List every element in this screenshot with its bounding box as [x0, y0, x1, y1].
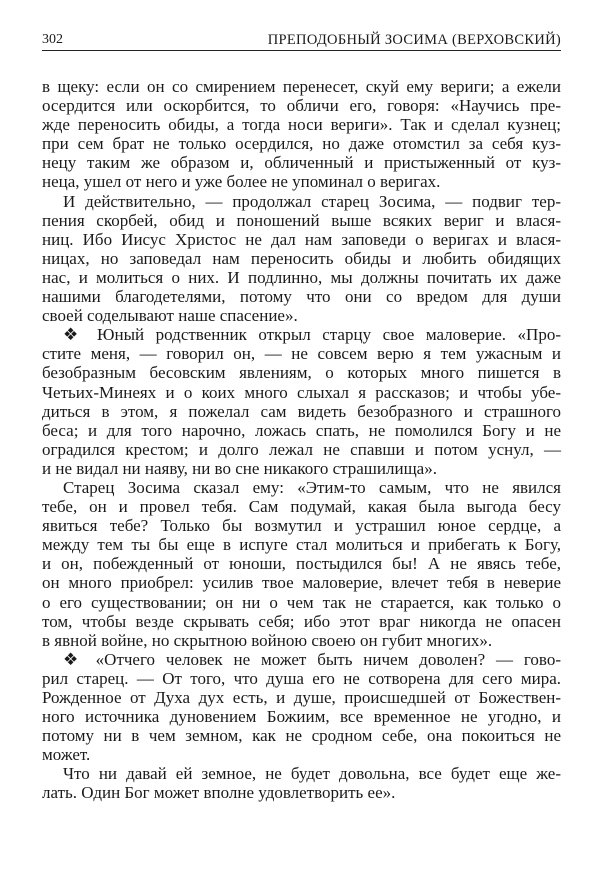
text-line: диться в этом, я пожелал сам видеть безобразного и страшного — [42, 401, 561, 421]
text-line: он много приобрел: усилив твое маловерие, влечет тебя в неверие — [42, 573, 561, 593]
text-line: том, чтобы везде скрывать себя; ибо этот враг никогда не опасен — [42, 611, 561, 631]
text-line: ного источника дуновением Божиим, все временное не угодно, и — [42, 707, 561, 727]
text-line: может. — [42, 745, 91, 765]
text-line: неца, ушел от него и уже более не упоминал о веригах. — [42, 172, 441, 192]
text-line: и не видал ни наяву, ни во сне никакого страшилища». — [42, 458, 437, 478]
text-line: И действительно, — продолжал старец Зосима, — подвиг тер- — [63, 191, 561, 211]
paragraph — [42, 650, 561, 765]
running-header — [42, 30, 561, 51]
text-line: и он, побежденный от юноши, постыдился бы! А не явясь тебе, — [42, 554, 561, 574]
text-line: безобразным бесовским явлениям, о которых много пишется в — [42, 363, 561, 383]
text-line: нас, и молиться о них. И подлинно, мы должны почитать их даже — [42, 267, 561, 287]
paragraph — [42, 192, 561, 326]
text-line: жде переносить обиды, а тогда носи вериги». Так и сделал кузнец; — [42, 115, 561, 135]
paragraph — [42, 325, 561, 478]
text-line: ницах, но заповедал нам переносить обиды и любить обидящих — [42, 248, 561, 268]
text-line: в щеку: если он со смирением перенесет, скуй ему вериги; а ежели — [42, 77, 561, 96]
text-line: оградился крестом; и долго лежал не спавши и потом уснул, — — [42, 439, 561, 459]
text-line: нашими благодетелями, потому что они со вредом для души — [42, 287, 561, 307]
text-line: ❖ «Отчего человек не может быть ничем доволен? — гово- — [63, 649, 561, 669]
paragraph — [42, 478, 561, 650]
text-line: Что ни давай ей земное, не будет довольна, все будет еще же- — [63, 764, 561, 784]
text-line: беса; и для того нарочно, ложась спать, не помолился Богу и не — [42, 420, 561, 440]
running-title: ПРЕПОДОБНЫЙ ЗОСИМА (ВЕРХОВСКИЙ) — [267, 32, 561, 48]
text-line: о его существовании; он ни о чем так не старается, как только о — [42, 592, 561, 612]
text-line: потому ни в чем земном, как не сродном себе, она покоиться не — [42, 726, 561, 746]
text-line: нецу таким же образом и, обличенный и пристыженный от куз- — [42, 153, 561, 173]
text-line: в явной войне, но скрытною войною своею он губит многих». — [42, 630, 493, 650]
text-line: Старец Зосима сказал ему: «Этим-то самым, что не явился — [63, 477, 561, 497]
text-line: рил старец. — От того, что душа его не сотворена для сего мира. — [42, 668, 561, 688]
text-line: при сем брат не только осердился, но даже отомстил за себя куз- — [42, 134, 561, 154]
text-line: пения скорбей, обид и поношений выше всяких вериг и влася- — [42, 210, 561, 230]
paragraph — [42, 764, 561, 802]
text-line: явиться тебе? Только бы возмутил и устрашил юное сердце, а — [42, 516, 561, 536]
text-line: ❖ Юный родственник открыл старцу свое маловерие. «Про- — [63, 325, 561, 345]
text-line: Рожденное от Духа дух есть, и душе, происшедшей от Божествен- — [42, 688, 561, 707]
page-body-text — [42, 77, 561, 803]
paragraph — [42, 77, 561, 192]
text-line: между тем ты бы еще в испуге стал молиться и прибегать к Богу, — [42, 535, 561, 555]
text-line: ниц. Ибо Иисус Христос не дал нам заповеди о веригах и влася- — [42, 229, 561, 249]
text-line: своей соделывают наше спасение». — [42, 306, 298, 326]
text-line: осердится или оскорбится, то обличи его, говоря: «Научись пре- — [42, 96, 561, 116]
text-line: стите меня, — говорил он, — не совсем верю я тем ужасным и — [42, 344, 561, 364]
page-number: 302 — [42, 32, 63, 47]
text-line: Четьих-Минеях и о коих много слыхал я рассказов; и чтобы убе- — [42, 382, 561, 402]
text-line: лать. Один Бог может вполне удовлетворить ее». — [42, 783, 396, 803]
text-line: тебе, он и провел тебя. Сам подумай, какая была выгода бесу — [42, 497, 561, 517]
